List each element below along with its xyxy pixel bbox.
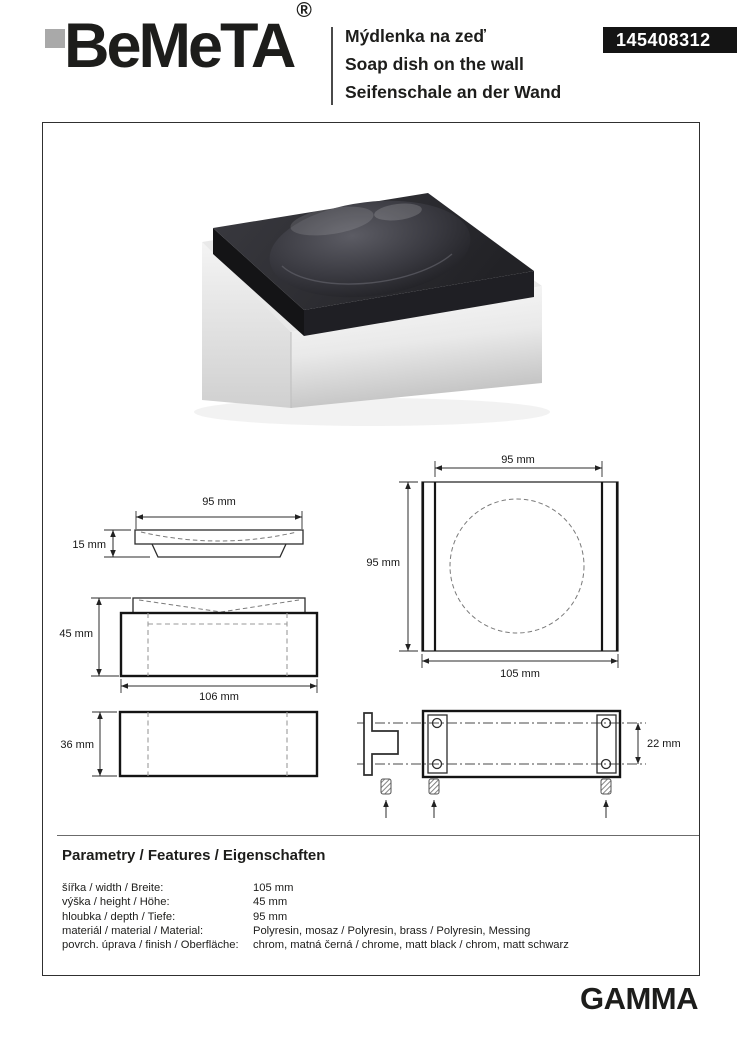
table-row [62,938,672,952]
brand-logo [64,0,312,81]
table-row [62,924,672,938]
spec-label-depth: hloubka / depth / Tiefe: [62,910,176,923]
logo-square-icon [45,29,65,48]
screw-icon [601,779,611,818]
drawing-assembly-front-view [59,598,317,703]
dim-dish-height-label: 15 mm [72,539,106,551]
soap-dish-photo-illustration [194,190,550,426]
drawing-mount-view [357,711,681,818]
screw-icon [381,779,391,818]
drawing-top-view [366,454,618,680]
product-photo [190,178,562,434]
series-name: GAMMA [579,981,698,1016]
product-title-cs: Mýdlenka na zeď [345,26,486,46]
drawing-dish-side-view [72,496,303,557]
dim-assembly-height-label: 45 mm [59,628,93,640]
brand-name: BeMeTA [64,11,294,81]
bracket-profile [364,713,398,775]
spec-value-material: Polyresin, mosaz / Polyresin, brass / Polyresin, Messing [253,924,531,937]
spec-value-depth: 95 mm [253,910,288,923]
dim-assembly-width-label: 106 mm [199,691,239,703]
table-row [62,910,672,924]
parameters-divider [57,835,699,836]
dim-base-height-label: 36 mm [60,739,94,751]
spec-value-height: 45 mm [253,896,288,909]
table-row [62,881,672,895]
dim-dish-width-label: 95 mm [202,496,236,508]
table-row [62,895,672,909]
spec-value-width: 105 mm [253,882,294,894]
registered-trademark-icon: ® [296,0,312,22]
product-code-badge: 145408312 [603,27,737,53]
spec-label-material: materiál / material / Material: [62,924,204,937]
dim-top-depth-label: 95 mm [366,557,400,569]
screw-icon [429,779,439,818]
product-title-de: Seifenschale an der Wand [345,82,562,102]
header-divider [331,27,333,105]
spec-label-width: šířka / width / Breite: [62,882,164,894]
drawing-base-front-view [60,712,317,776]
spec-label-height: výška / height / Höhe: [62,896,170,909]
parameters-table [62,881,672,952]
spec-value-finish: chrom, matná černá / chrome, matt black / chrom, matt schwarz [253,939,569,952]
spec-label-finish: povrch. úprava / finish / Oberfläche: [62,939,239,952]
parameters-title: Parametry / Features / Eigenschaften [62,847,326,864]
technical-drawings [50,450,698,835]
product-title-en: Soap dish on the wall [345,54,524,74]
dim-hole-spacing-label: 22 mm [647,738,681,750]
product-titles [345,22,561,106]
dim-top-outer-width-label: 105 mm [500,668,540,680]
dim-top-inner-width-label: 95 mm [501,454,535,466]
